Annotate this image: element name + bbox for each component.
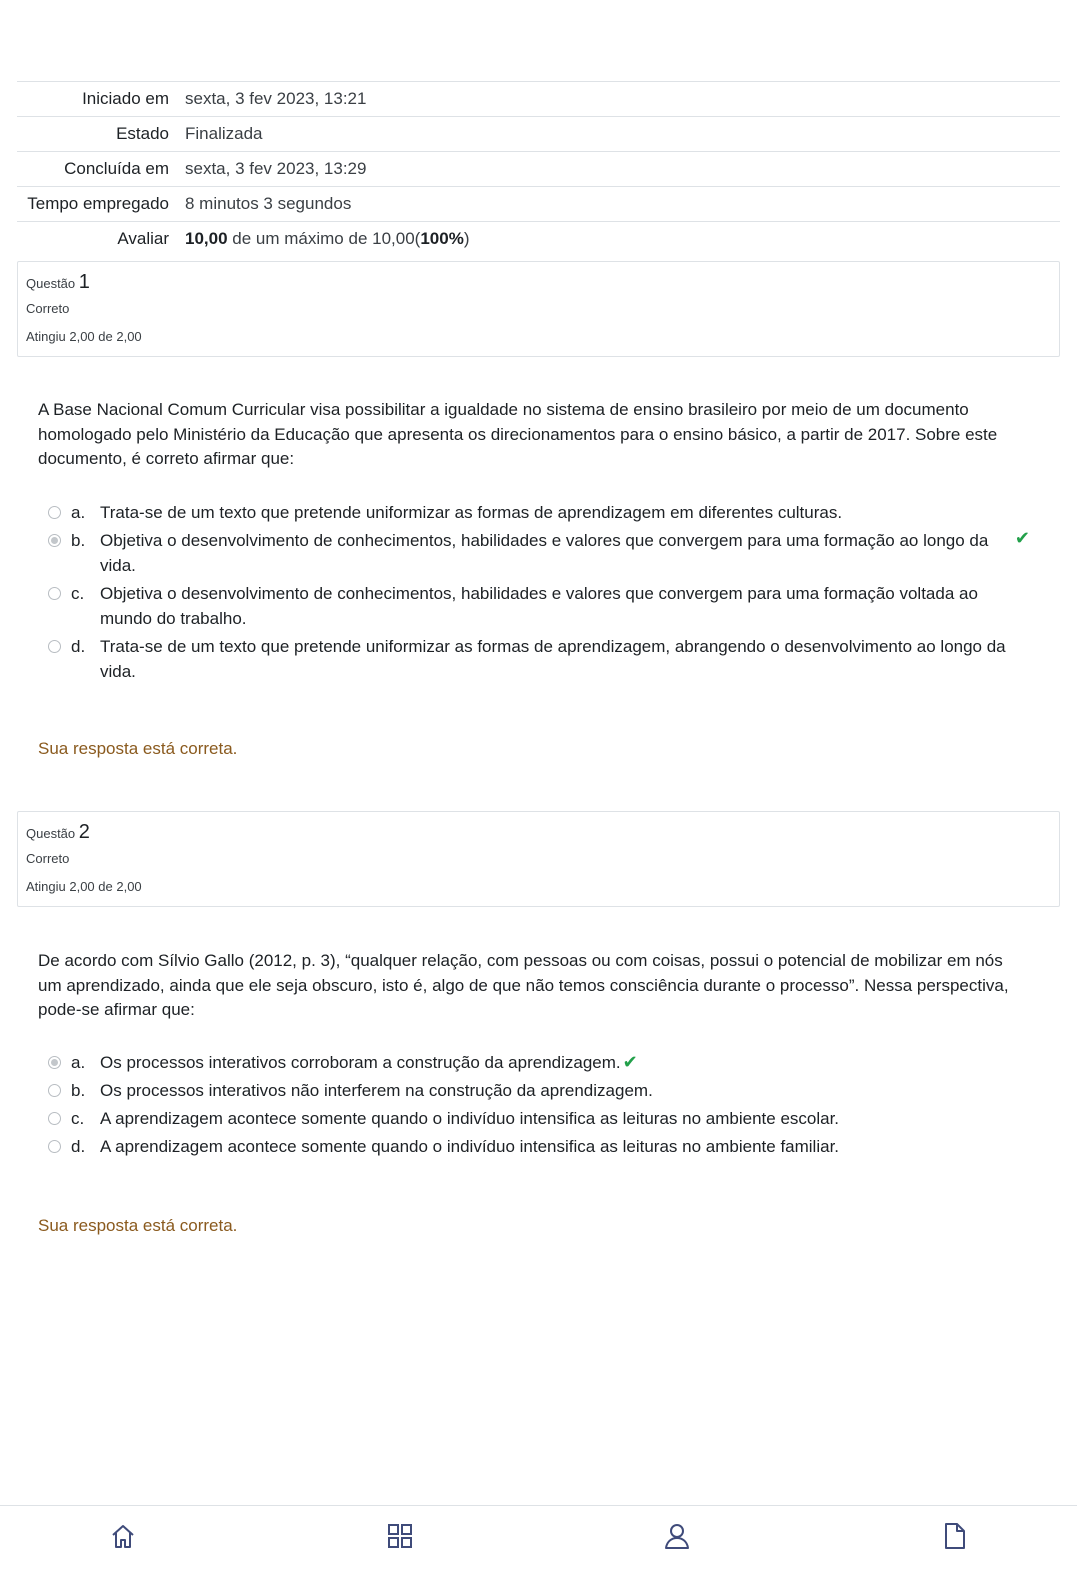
radio-button[interactable] bbox=[48, 1084, 61, 1097]
answer-letter: b. bbox=[71, 1081, 86, 1100]
answer-text: Os processos interativos corroboram a construção da aprendizagem. bbox=[100, 1053, 621, 1072]
answer-letter: a. bbox=[71, 1053, 86, 1072]
checkmark-icon: ✔ bbox=[1014, 528, 1030, 548]
radio-button[interactable] bbox=[48, 1112, 61, 1125]
answer-text: Trata-se de um texto que pretende uniformizar as formas de aprendizagem, abrangendo o desenvolvimento ao longo da vida. bbox=[100, 637, 1006, 681]
summary-row-completed bbox=[17, 152, 1060, 187]
question-prefix: Questão bbox=[26, 276, 76, 291]
question-num: 1 bbox=[78, 271, 90, 293]
summary-value: sexta, 3 fev 2023, 13:21 bbox=[185, 89, 367, 108]
radio-button-selected[interactable] bbox=[48, 534, 61, 547]
answer-option[interactable] bbox=[48, 634, 1038, 684]
answer-feedback-2: Sua resposta está correta. bbox=[38, 1216, 238, 1235]
question-state: Correto bbox=[26, 851, 70, 866]
answer-letter: d. bbox=[71, 637, 86, 656]
home-icon[interactable] bbox=[110, 1522, 136, 1550]
question-state: Correto bbox=[26, 301, 70, 316]
answer-letter: c. bbox=[71, 584, 85, 603]
answer-feedback-1: Sua resposta está correta. bbox=[38, 739, 238, 758]
radio-button[interactable] bbox=[48, 587, 61, 600]
question-text-2: De acordo com Sílvio Gallo (2012, p. 3), “qualquer relação, com pessoas ou com coisas, possui o potencial de mobilizar em nós um aprendizado, ainda que ele seja obscuro, isto é, algo de que não temos consciência durante o processo”. Nessa perspectiva, pode-se afirmar que: bbox=[38, 951, 1009, 1019]
answer-option[interactable] bbox=[48, 1078, 1038, 1103]
answer-option[interactable] bbox=[48, 500, 1038, 525]
answer-letter: d. bbox=[71, 1137, 86, 1156]
answer-option[interactable] bbox=[48, 1050, 1038, 1075]
bottom-navigation bbox=[0, 1505, 1077, 1570]
summary-value: Finalizada bbox=[185, 124, 263, 143]
summary-row-time bbox=[17, 187, 1060, 222]
answer-list-1 bbox=[48, 500, 1038, 687]
question-number bbox=[26, 271, 1051, 295]
answer-option[interactable] bbox=[48, 1134, 1038, 1159]
answer-text: Trata-se de um texto que pretende uniformizar as formas de aprendizagem em diferentes culturas. bbox=[100, 503, 843, 522]
answer-text: Objetiva o desenvolvimento de conhecimentos, habilidades e valores que convergem para uma formação voltada ao mundo do trabalho. bbox=[100, 584, 978, 628]
question-info-1 bbox=[17, 261, 1060, 357]
summary-row-state bbox=[17, 117, 1060, 152]
answer-option[interactable] bbox=[48, 581, 1038, 631]
question-prefix: Questão bbox=[26, 826, 76, 841]
radio-button[interactable] bbox=[48, 1140, 61, 1153]
answer-letter: c. bbox=[71, 1109, 85, 1128]
checkmark-icon: ✔ bbox=[622, 1052, 638, 1072]
question-num: 2 bbox=[78, 821, 90, 843]
radio-button[interactable] bbox=[48, 640, 61, 653]
answer-option[interactable] bbox=[48, 1106, 1038, 1131]
summary-label: Concluída em bbox=[64, 159, 169, 178]
summary-value: sexta, 3 fev 2023, 13:29 bbox=[185, 159, 367, 178]
attempt-summary-table bbox=[17, 81, 1060, 256]
summary-label: Iniciado em bbox=[82, 89, 169, 108]
grade-score: 10,00 bbox=[185, 229, 228, 248]
answer-letter: a. bbox=[71, 503, 86, 522]
question-grade: Atingiu 2,00 de 2,00 bbox=[26, 879, 142, 894]
answer-text: Objetiva o desenvolvimento de conhecimentos, habilidades e valores que convergem para uma formação ao longo da vida. bbox=[100, 531, 989, 575]
user-icon[interactable] bbox=[664, 1522, 690, 1550]
answer-list-2 bbox=[48, 1050, 1038, 1162]
summary-row-grade bbox=[17, 222, 1060, 257]
radio-button-selected[interactable] bbox=[48, 1056, 61, 1069]
summary-row-started bbox=[17, 82, 1060, 117]
summary-label: Avaliar bbox=[117, 229, 169, 248]
document-icon[interactable] bbox=[942, 1522, 968, 1550]
grid-icon[interactable] bbox=[387, 1522, 413, 1550]
question-info-2 bbox=[17, 811, 1060, 907]
question-text-1: A Base Nacional Comum Curricular visa possibilitar a igualdade no sistema de ensino brasileiro por meio de um documento homologado pelo Ministério da Educação que apresenta os direcionamentos para o ensino básico, a partir de 2017. Sobre este documento, é correto afirmar que: bbox=[38, 400, 998, 468]
radio-button[interactable] bbox=[48, 506, 61, 519]
question-grade: Atingiu 2,00 de 2,00 bbox=[26, 329, 142, 344]
answer-option[interactable] bbox=[48, 528, 1038, 578]
answer-letter: b. bbox=[71, 531, 86, 550]
grade-middle: de um máximo de 10,00( bbox=[232, 229, 421, 248]
grade-percent: 100% bbox=[420, 229, 464, 248]
grade-end: ) bbox=[463, 229, 470, 248]
question-number bbox=[26, 821, 1051, 845]
summary-value: 8 minutos 3 segundos bbox=[185, 194, 352, 213]
summary-value bbox=[179, 222, 1060, 257]
answer-text: A aprendizagem acontece somente quando o indivíduo intensifica as leituras no ambiente escolar. bbox=[100, 1109, 840, 1128]
answer-text: A aprendizagem acontece somente quando o indivíduo intensifica as leituras no ambiente familiar. bbox=[100, 1137, 840, 1156]
summary-label: Estado bbox=[116, 124, 169, 143]
answer-text: Os processos interativos não interferem na construção da aprendizagem. bbox=[100, 1081, 653, 1100]
summary-label: Tempo empregado bbox=[27, 194, 169, 213]
